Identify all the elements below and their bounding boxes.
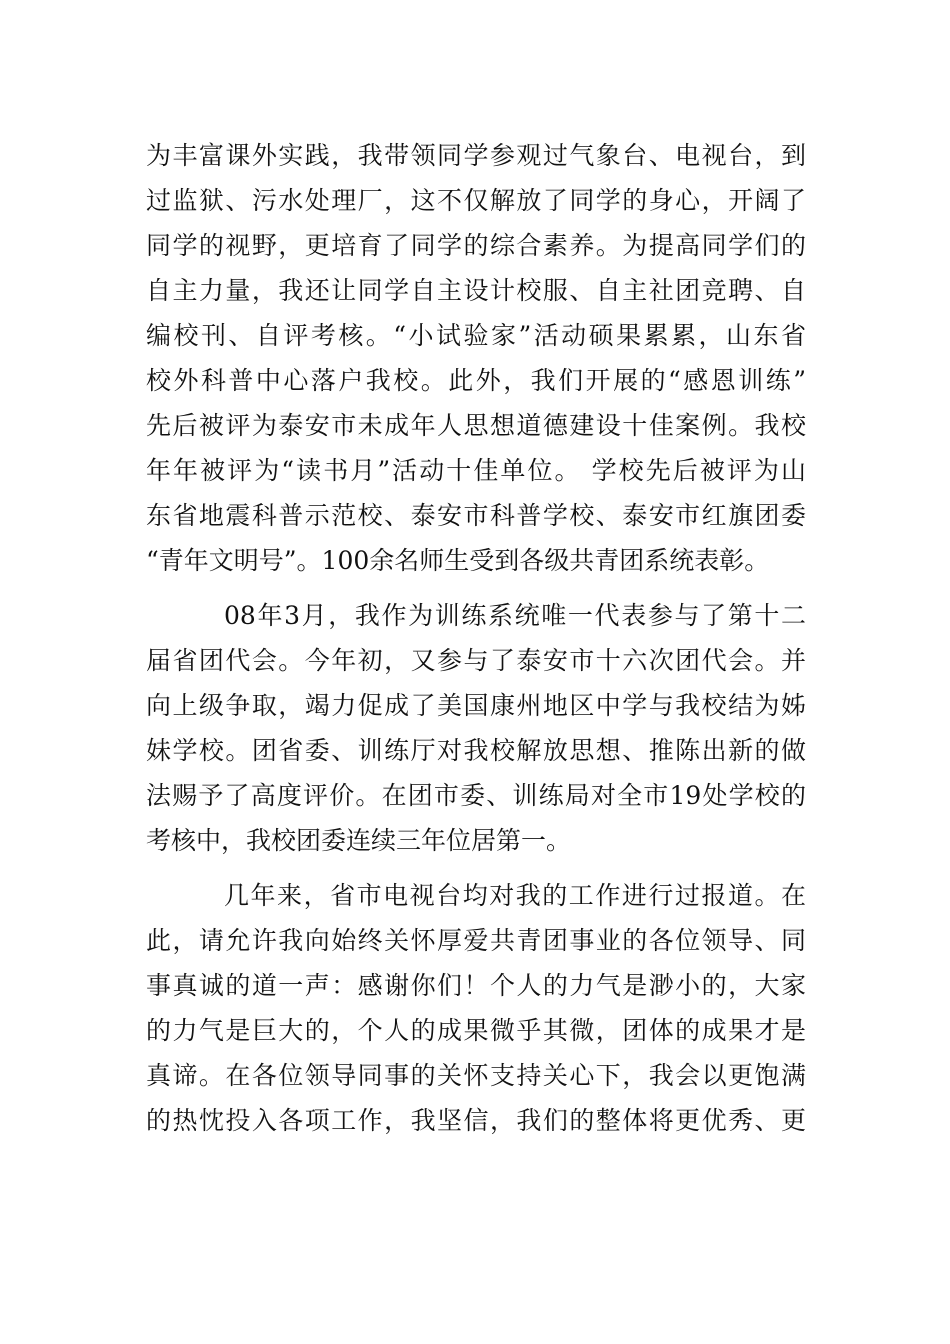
text-line: 编校刊、自评考核。“小试验家”活动硕果累累，山东省 <box>146 321 806 350</box>
text-line: 事真诚的道一声：感谢你们！个人的力气是渺小的，大家 <box>146 971 806 1000</box>
text-line: 此，请允许我向始终关怀厚爱共青团事业的各位领导、同 <box>146 926 806 955</box>
text-line: 东省地震科普示范校、泰安市科普学校、泰安市红旗团委 <box>146 501 806 530</box>
text-line: “青年文明号”。100余名师生受到各级共青团系统表彰。 <box>146 546 770 575</box>
text-line: 几年来，省市电视台均对我的工作进行过报道。在 <box>224 881 806 910</box>
text-line: 真谛。在各位领导同事的关怀支持关心下，我会以更饱满 <box>146 1061 806 1090</box>
paragraph-2 <box>146 593 806 863</box>
text-line: 08年3月，我作为训练系统唯一代表参与了第十二 <box>224 601 806 630</box>
paragraph-1 <box>146 133 806 583</box>
text-line: 妹学校。团省委、训练厅对我校解放思想、推陈出新的做 <box>146 736 806 765</box>
text-line: 法赐予了高度评价。在团市委、训练局对全市19处学校的 <box>146 781 806 810</box>
paragraph-3 <box>146 873 806 1143</box>
text-line: 自主力量，我还让同学自主设计校服、自主社团竞聘、自 <box>146 276 806 305</box>
paragraph-spacer <box>146 863 806 873</box>
document-body <box>146 133 806 1143</box>
text-line: 先后被评为泰安市未成年人思想道德建设十佳案例。我校 <box>146 411 806 440</box>
text-line: 过监狱、污水处理厂，这不仅解放了同学的身心，开阔了 <box>146 186 806 215</box>
text-line: 届省团代会。今年初，又参与了泰安市十六次团代会。并 <box>146 646 806 675</box>
text-line: 为丰富课外实践，我带领同学参观过气象台、电视台，到 <box>146 141 806 170</box>
paragraph-spacer <box>146 583 806 593</box>
text-line: 的力气是巨大的，个人的成果微乎其微，团体的成果才是 <box>146 1016 806 1045</box>
text-line: 向上级争取，竭力促成了美国康州地区中学与我校结为姊 <box>146 691 806 720</box>
text-line: 的热忱投入各项工作，我坚信，我们的整体将更优秀、更 <box>146 1106 806 1135</box>
text-line: 考核中，我校团委连续三年位居第一。 <box>146 826 572 855</box>
text-line: 校外科普中心落户我校。此外，我们开展的“感恩训练” <box>146 366 806 395</box>
text-line: 年年被评为“读书月”活动十佳单位。 学校先后被评为山 <box>146 456 806 485</box>
text-line: 同学的视野，更培育了同学的综合素养。为提高同学们的 <box>146 231 806 260</box>
